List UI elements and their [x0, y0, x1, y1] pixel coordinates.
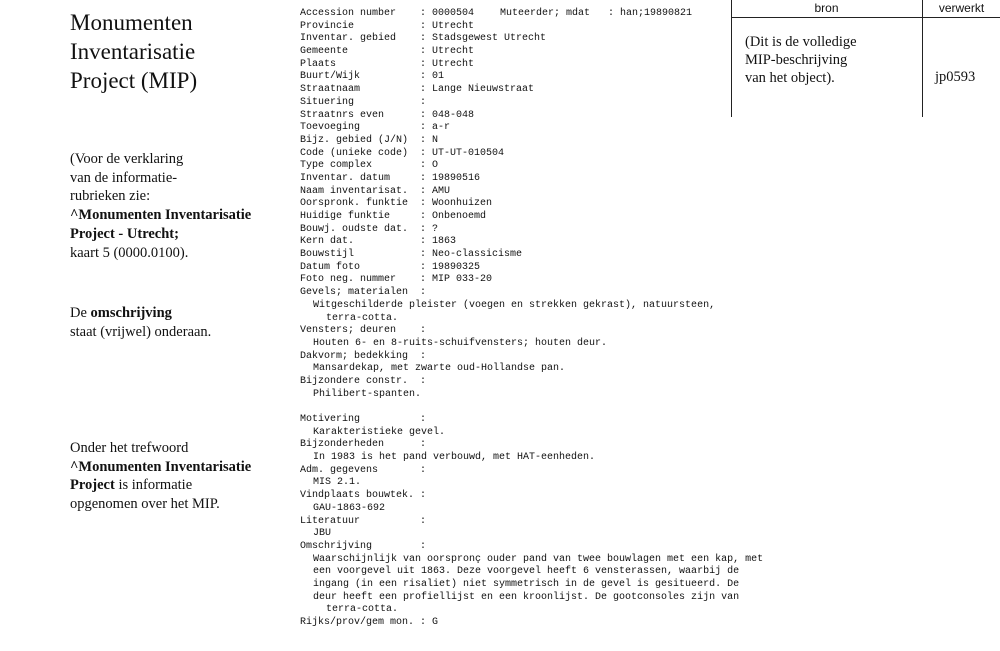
field-value: 0000504 — [432, 8, 475, 19]
record-field — [300, 21, 820, 34]
keyword-note-link[interactable]: Project — [70, 477, 115, 494]
legend-note — [70, 150, 280, 262]
field-label: Gemeente — [300, 46, 349, 58]
field-value: 19890325 — [432, 261, 481, 273]
field-colon: : — [420, 185, 427, 197]
field-value: 19890516 — [432, 172, 481, 184]
field-label: Kern dat. — [300, 236, 355, 248]
section-line: In 1983 is het pand verbouwd, met HAT-eenheden. — [313, 452, 596, 464]
section-head — [300, 287, 820, 300]
section-colon: : — [420, 414, 427, 425]
field-value: han;19890821 — [620, 8, 693, 19]
description-note-line1 — [70, 304, 280, 323]
field-value: Utrecht — [432, 20, 475, 32]
keyword-note-line3 — [70, 476, 280, 495]
description-note — [70, 304, 280, 341]
section-head — [300, 325, 820, 338]
section-line: Mansardekap, met zwarte oud-Hollandse pan. — [313, 363, 566, 375]
field-label: Plaats — [300, 58, 337, 70]
section-line: Witgeschilderde pleister (voegen en strekken gekrast), natuursteen, — [313, 299, 716, 311]
record-field — [300, 59, 820, 72]
section-label: Literatuur — [300, 515, 361, 527]
section-colon: : — [420, 490, 427, 502]
record-field — [300, 262, 820, 275]
keyword-note-line: opgenomen over het MIP. — [70, 496, 220, 513]
field-label: Provincie — [300, 20, 355, 32]
section-label: Adm. gegevens — [300, 464, 379, 476]
field-colon: : — [420, 261, 427, 273]
record-field — [300, 71, 820, 84]
section-line: Philibert-spanten. — [313, 388, 422, 400]
record-field — [300, 274, 820, 287]
section-head — [300, 490, 820, 503]
field-colon: : — [420, 122, 427, 134]
field-colon: : — [420, 236, 427, 248]
keyword-note-line: Onder het trefwoord — [70, 440, 189, 456]
section-line: MIS 2.1. — [313, 477, 362, 489]
record-field — [300, 186, 820, 199]
field-colon: : — [420, 160, 427, 172]
record-section — [300, 325, 820, 350]
field-label: Code (unieke code) — [300, 147, 409, 159]
record-field — [300, 84, 820, 97]
field-colon: : — [420, 58, 427, 70]
field-value: Lange Nieuwstraat — [432, 84, 535, 96]
field-label: Accession number — [300, 8, 397, 19]
field-colon: : — [420, 96, 427, 108]
record-field — [300, 249, 820, 262]
field-colon: : — [420, 33, 427, 45]
title-line-3: Project (MIP) — [70, 68, 198, 93]
field-value: a-r — [432, 122, 451, 134]
field-label: Inventar. datum — [300, 172, 391, 184]
processed-code: jp0593 — [935, 69, 976, 85]
keyword-note — [70, 439, 280, 514]
field-label: Oorspronk. funktie — [300, 198, 409, 210]
record-section — [300, 414, 820, 439]
field-value: ? — [432, 223, 439, 235]
section-colon: : — [420, 350, 427, 362]
section-label: Bijzondere constr. — [300, 375, 409, 387]
record — [300, 8, 820, 630]
section-line: terra-cotta. — [326, 312, 399, 324]
section-label: Motivering — [300, 414, 361, 425]
field-value: N — [432, 134, 439, 146]
field-value: O — [432, 160, 439, 172]
field-value: Onbenoemd — [432, 211, 487, 222]
record-section — [300, 287, 820, 325]
title-line-2: Inventarisatie — [70, 39, 196, 64]
section-head — [300, 541, 820, 554]
record-field — [300, 198, 820, 211]
field-colon: : — [420, 198, 427, 210]
section-line: JBU — [313, 528, 332, 540]
section-head — [300, 439, 820, 452]
keyword-note-link[interactable]: ^Monumenten Inventarisatie — [70, 458, 252, 475]
field-label: Buurt/Wijk — [300, 71, 361, 83]
field-label: Foto neg. nummer — [300, 274, 397, 286]
source-note-line: van het object). — [745, 70, 835, 86]
field-colon: : — [608, 8, 615, 19]
section-head — [300, 465, 820, 478]
section-gap — [300, 401, 820, 414]
field-label: Bouwj. oudste dat. — [300, 223, 409, 235]
record-field — [300, 8, 820, 21]
section-body — [300, 503, 820, 516]
field-value: Neo-classicisme — [432, 249, 523, 261]
record-field — [300, 135, 820, 148]
keyword-note-after: is informatie — [114, 477, 193, 494]
section-colon: : — [420, 375, 427, 387]
section-label: Vindplaats bouwtek. — [300, 490, 415, 502]
description-note-bold: omschrijving — [90, 305, 172, 321]
field-value: Utrecht — [432, 46, 475, 58]
source-note-line: (Dit is de volledige — [745, 34, 857, 50]
field-colon: : — [420, 223, 427, 235]
section-head — [300, 414, 820, 427]
section-body — [300, 389, 820, 402]
section-body — [300, 528, 820, 541]
record-field — [300, 122, 820, 135]
field-label: Straatnaam — [300, 84, 361, 96]
section-body — [300, 554, 820, 617]
field-value: Woonhuizen — [432, 198, 493, 210]
field-value: 048-048 — [432, 109, 475, 121]
description-note-prefix: De — [70, 305, 91, 321]
record-field — [300, 211, 820, 224]
section-colon: : — [420, 464, 427, 476]
section-colon: : — [420, 439, 427, 451]
field-value: 01 — [432, 71, 445, 83]
section-head — [300, 351, 820, 364]
record-section — [300, 351, 820, 376]
section-line: terra-cotta. — [326, 604, 399, 616]
field-label: Datum foto — [300, 261, 361, 273]
field-colon: : — [420, 71, 427, 83]
section-line: Houten 6- en 8-ruits-schuifvensters; houten deur. — [313, 337, 608, 349]
record-section — [300, 439, 820, 464]
title-line-1: Monumenten — [70, 10, 193, 35]
field-colon: : — [420, 46, 427, 58]
section-body — [300, 477, 820, 490]
field-value: 1863 — [432, 236, 457, 248]
section-body — [300, 363, 820, 376]
field-colon: : — [420, 147, 427, 159]
section-label: Vensters; deuren — [300, 325, 397, 337]
section-body — [300, 427, 820, 440]
field-label: Naam inventarisat. — [300, 185, 409, 197]
section-label: Gevels; materialen — [300, 287, 409, 299]
field-colon: : — [420, 249, 427, 261]
record-field — [300, 617, 820, 630]
section-body — [300, 452, 820, 465]
field-value: Utrecht — [432, 58, 475, 70]
record-field — [300, 236, 820, 249]
field-label: Straatnrs even — [300, 109, 385, 121]
header-verwerkt: verwerkt — [938, 1, 985, 15]
section-label: Dakvorm; bedekking — [300, 350, 409, 362]
section-line: Karakteristieke gevel. — [313, 426, 446, 438]
field-label: Muteerder; mdat — [500, 8, 591, 19]
section-label: Omschrijving — [300, 540, 373, 552]
field-value: Stadsgewest Utrecht — [432, 33, 547, 45]
section-line: Waarschijnlijk van oorspronç ouder pand van twee bouwlagen met een kap, met — [313, 553, 764, 565]
record-section — [300, 541, 820, 617]
section-colon: : — [420, 287, 427, 299]
record-section — [300, 465, 820, 490]
section-head — [300, 376, 820, 389]
section-line: GAU-1863-692 — [313, 502, 386, 514]
field-label: Bijz. gebied (J/N) — [300, 134, 409, 146]
field-label: Inventar. gebied — [300, 33, 397, 45]
field-colon: : — [420, 84, 427, 96]
record-field — [300, 110, 820, 123]
field-label: Huidige funktie — [300, 211, 391, 222]
record-field — [300, 46, 820, 59]
field-colon: : — [420, 274, 427, 286]
field-label: Bouwstijl — [300, 249, 355, 261]
section-colon: : — [420, 515, 427, 527]
record-section — [300, 516, 820, 541]
record-section — [300, 490, 820, 515]
legend-note-line: rubrieken zie: — [70, 188, 151, 205]
header-bron: bron — [814, 1, 839, 15]
record-section — [300, 376, 820, 401]
field-value: AMU — [432, 185, 451, 197]
field-colon: : — [420, 8, 427, 19]
field-colon: : — [420, 172, 427, 184]
record-field — [300, 33, 820, 46]
section-line: een voorgevel uit 1863. Deze voorgevel heeft 6 vensterassen, waarbij de — [313, 566, 740, 578]
field-value: MIP 033-20 — [432, 274, 493, 286]
field-label: Type complex — [300, 160, 373, 172]
section-colon: : — [420, 540, 427, 552]
field-colon: : — [420, 20, 427, 32]
record-field — [300, 224, 820, 237]
section-colon: : — [420, 325, 427, 337]
record-field — [300, 97, 820, 110]
source-note-line: MIP-beschrijving — [745, 52, 848, 68]
field-value: UT-UT-010504 — [432, 147, 505, 159]
field-colon: : — [420, 617, 427, 628]
section-head — [300, 516, 820, 529]
section-body — [300, 300, 820, 325]
record-field — [300, 173, 820, 186]
legend-note-line: (Voor de verklaring — [70, 151, 184, 167]
section-line: ingang (in een risaliet) niet symmetrisch in de gevel is gesitueerd. De — [313, 578, 740, 590]
section-body — [300, 338, 820, 351]
legend-note-link[interactable]: ^Monumenten Inventarisatie — [70, 207, 252, 224]
legend-note-link[interactable]: Project - Utrecht; — [70, 225, 179, 242]
field-value: G — [432, 617, 439, 628]
description-note-line2: staat (vrijwel) onderaan. — [70, 323, 212, 340]
field-colon: : — [420, 109, 427, 121]
record-field — [300, 148, 820, 161]
field-colon: : — [420, 211, 427, 222]
field-label: Toevoeging — [300, 122, 361, 134]
legend-note-line: van de informatie- — [70, 169, 178, 186]
legend-note-line: kaart 5 (0000.0100). — [70, 244, 189, 261]
field-label: Situering — [300, 96, 355, 108]
section-line: deur heeft een profiellijst en een kroonlijst. De gootconsoles zijn van — [313, 591, 740, 603]
section-label: Bijzonderheden — [300, 439, 385, 451]
field-label: Rijks/prov/gem mon. — [300, 617, 415, 628]
record-field — [300, 160, 820, 173]
field-colon: : — [420, 134, 427, 146]
page-title — [70, 8, 270, 95]
